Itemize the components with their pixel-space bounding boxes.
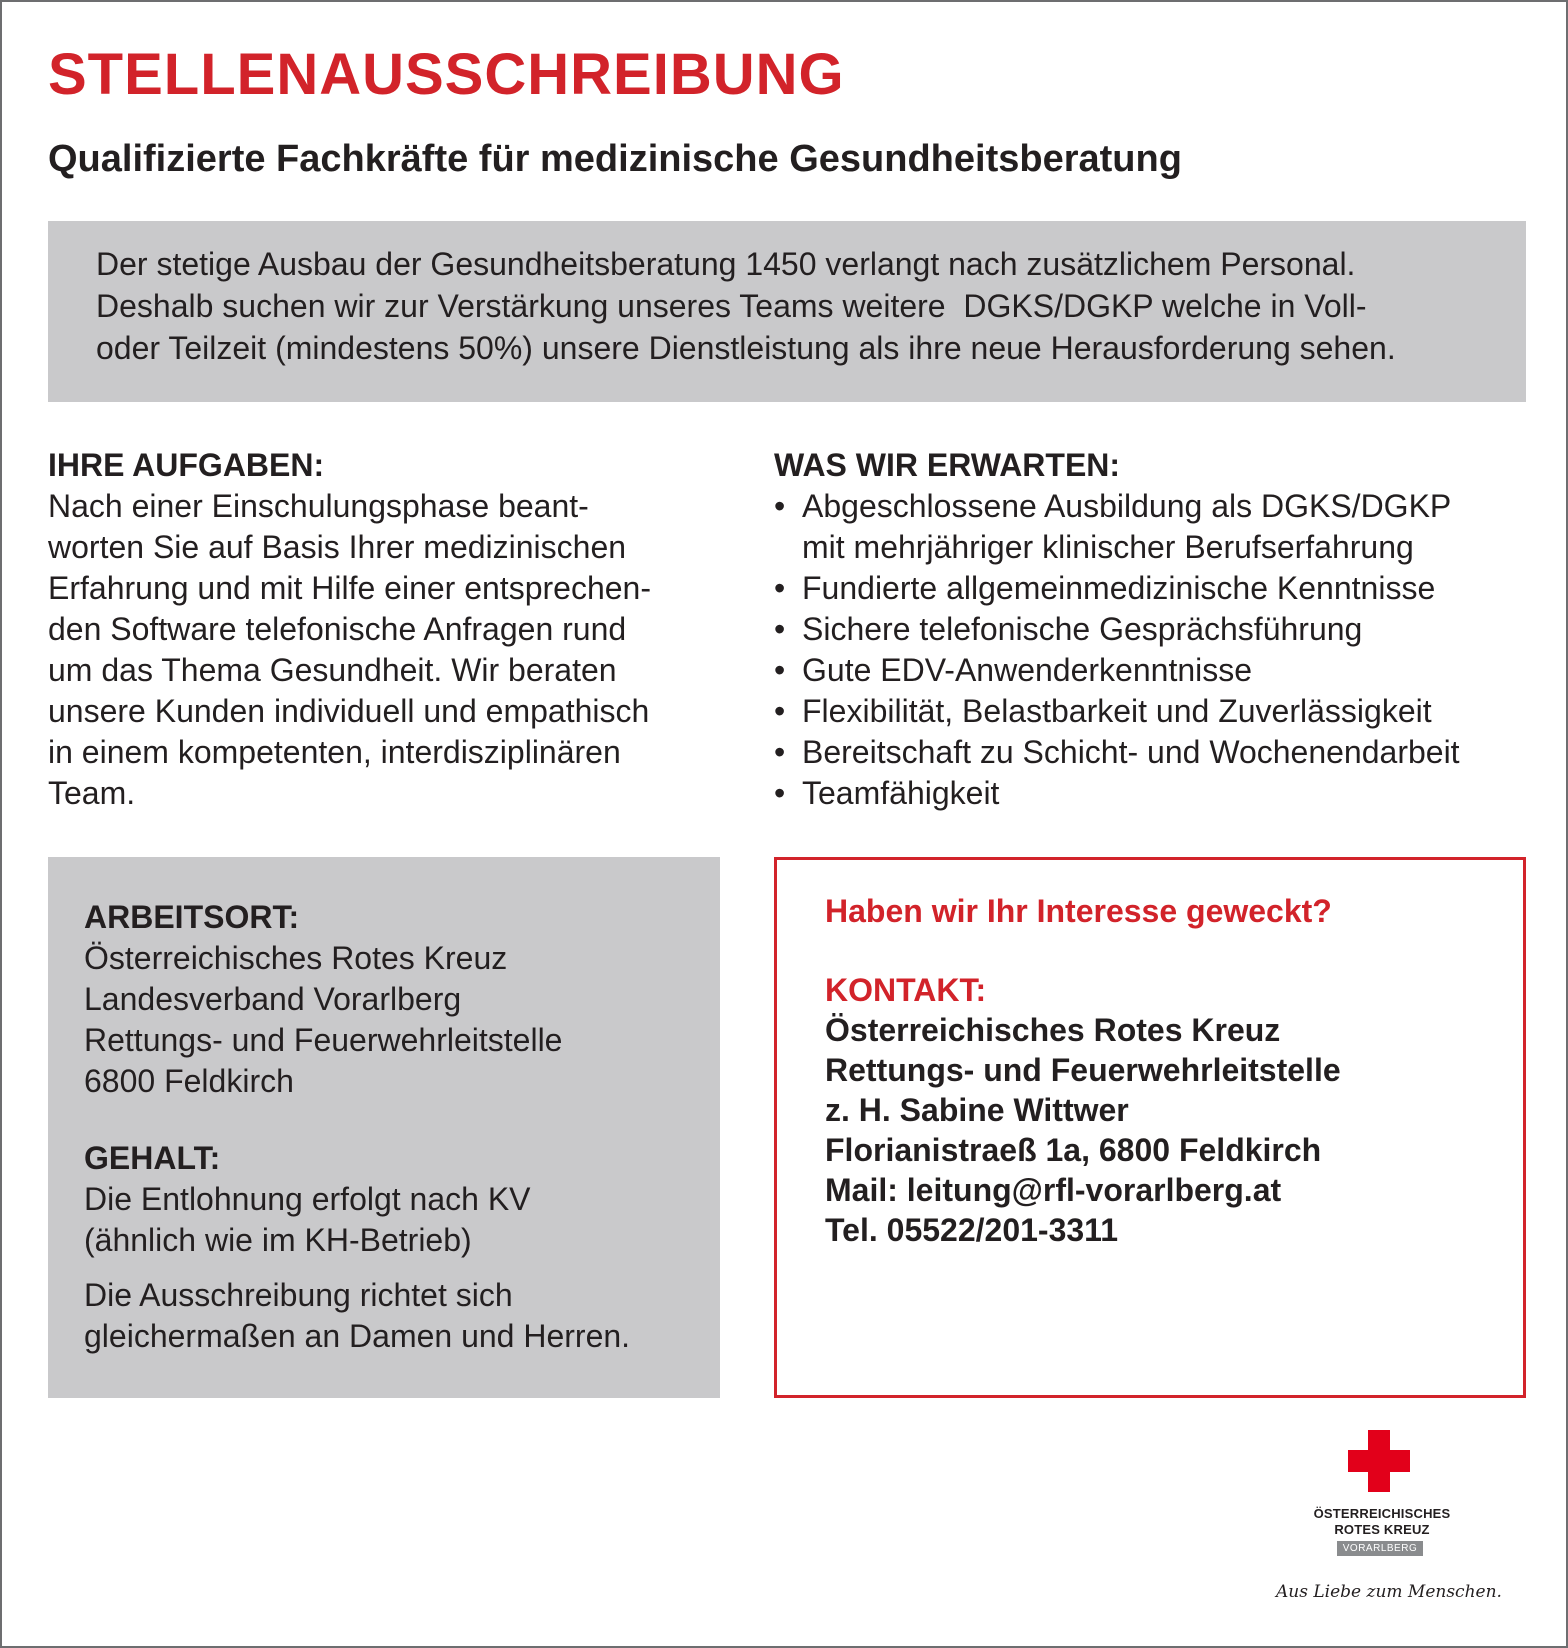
contact-line: Österreichisches Rotes Kreuz xyxy=(825,1012,1281,1048)
salary-heading: GEHALT: xyxy=(84,1140,221,1176)
page-title: STELLENAUSSCHREIBUNG xyxy=(48,42,845,107)
requirements-list xyxy=(774,486,1534,814)
requirement-item xyxy=(774,691,1534,732)
requirement-text: Gute EDV-Anwenderkenntnisse xyxy=(802,652,1253,688)
bullet: • xyxy=(774,488,786,524)
requirement-item xyxy=(774,486,1534,568)
tasks-line: worten Sie auf Basis Ihrer medizinischen xyxy=(48,529,627,565)
red-cross-logo xyxy=(1292,1430,1472,1560)
intro-box xyxy=(48,221,1526,402)
contact-box xyxy=(774,857,1526,1398)
tasks-heading: IHRE AUFGABEN: xyxy=(48,447,325,483)
logo-text-line: ROTES KREUZ xyxy=(1334,1522,1430,1537)
spacer xyxy=(84,1261,684,1275)
requirement-item xyxy=(774,732,1534,773)
slogan: Aus Liebe zum Menschen. xyxy=(1276,1582,1502,1602)
tasks-line: den Software telefonische Anfragen rund xyxy=(48,611,627,647)
requirement-text: mit mehrjähriger klinischer Berufserfahrung xyxy=(802,529,1414,565)
requirement-item xyxy=(774,773,1534,814)
contact-address: Florianistraeß 1a, 6800 Feldkirch xyxy=(825,1132,1322,1168)
requirement-item xyxy=(774,650,1534,691)
requirement-text: Abgeschlossene Ausbildung als DGKS/DGKP xyxy=(802,488,1452,524)
spacer xyxy=(84,1102,684,1138)
contact-phone: Tel. 05522/201-3311 xyxy=(825,1212,1118,1248)
contact-line: Rettungs- und Feuerwehrleitstelle xyxy=(825,1052,1341,1088)
workplace-heading: ARBEITSORT: xyxy=(84,899,300,935)
interest-question: Haben wir Ihr Interesse geweckt? xyxy=(825,893,1332,929)
workplace-line: 6800 Feldkirch xyxy=(84,1063,294,1099)
bullet: • xyxy=(774,570,786,606)
red-cross-icon xyxy=(1348,1430,1410,1492)
requirement-text: Fundierte allgemeinmedizinische Kenntnisse xyxy=(802,570,1436,606)
workplace-line: Rettungs- und Feuerwehrleitstelle xyxy=(84,1022,563,1058)
requirements-section xyxy=(774,444,1534,814)
bullet: • xyxy=(774,775,786,811)
equality-note-line: Die Ausschreibung richtet sich xyxy=(84,1277,513,1313)
workplace-line: Landesverband Vorarlberg xyxy=(84,981,462,1017)
logo-region-badge: VORARLBERG xyxy=(1337,1541,1423,1556)
requirement-item xyxy=(774,609,1534,650)
contact-email: Mail: leitung@rfl-vorarlberg.at xyxy=(825,1172,1282,1208)
contact-heading: KONTAKT: xyxy=(825,972,987,1008)
requirement-text: Sichere telefonische Gesprächsführung xyxy=(802,611,1363,647)
requirement-text: Flexibilität, Belastbarkeit und Zuverlässigkeit xyxy=(802,693,1432,729)
tasks-line: Erfahrung und mit Hilfe einer entsprechen- xyxy=(48,570,651,606)
workplace-line: Österreichisches Rotes Kreuz xyxy=(84,940,508,976)
requirement-text: Teamfähigkeit xyxy=(802,775,1000,811)
equality-note-line: gleichermaßen an Damen und Herren. xyxy=(84,1318,631,1354)
tasks-line: unsere Kunden individuell und empathisch xyxy=(48,693,650,729)
bullet: • xyxy=(774,734,786,770)
requirement-text: Bereitschaft zu Schicht- und Wochenendarbeit xyxy=(802,734,1460,770)
page-subtitle: Qualifizierte Fachkräfte für medizinische Gesundheitsberatung xyxy=(48,138,1182,180)
intro-line: oder Teilzeit (mindestens 50%) unsere Dienstleistung als ihre neue Herausforderung sehen. xyxy=(96,330,1396,366)
bullet: • xyxy=(774,652,786,688)
salary-line: Die Entlohnung erfolgt nach KV xyxy=(84,1181,531,1217)
tasks-line: um das Thema Gesundheit. Wir beraten xyxy=(48,652,617,688)
bullet: • xyxy=(774,693,786,729)
intro-line: Deshalb suchen wir zur Verstärkung unseres Teams weitere DGKS/DGKP welche in Voll- xyxy=(96,288,1367,324)
workplace-salary-box xyxy=(48,857,720,1398)
requirement-item xyxy=(774,568,1534,609)
intro-line: Der stetige Ausbau der Gesundheitsberatung 1450 verlangt nach zusätzlichem Personal. xyxy=(96,246,1356,282)
requirements-heading: WAS WIR ERWARTEN: xyxy=(774,447,1121,483)
logo-text-line: ÖSTERREICHISCHES xyxy=(1313,1506,1451,1521)
salary-line: (ähnlich wie im KH-Betrieb) xyxy=(84,1222,472,1258)
tasks-line: Team. xyxy=(48,775,136,811)
tasks-section xyxy=(48,444,728,814)
contact-line: z. H. Sabine Wittwer xyxy=(825,1092,1129,1128)
tasks-line: Nach einer Einschulungsphase beant- xyxy=(48,488,589,524)
bullet: • xyxy=(774,611,786,647)
tasks-line: in einem kompetenten, interdisziplinären xyxy=(48,734,621,770)
